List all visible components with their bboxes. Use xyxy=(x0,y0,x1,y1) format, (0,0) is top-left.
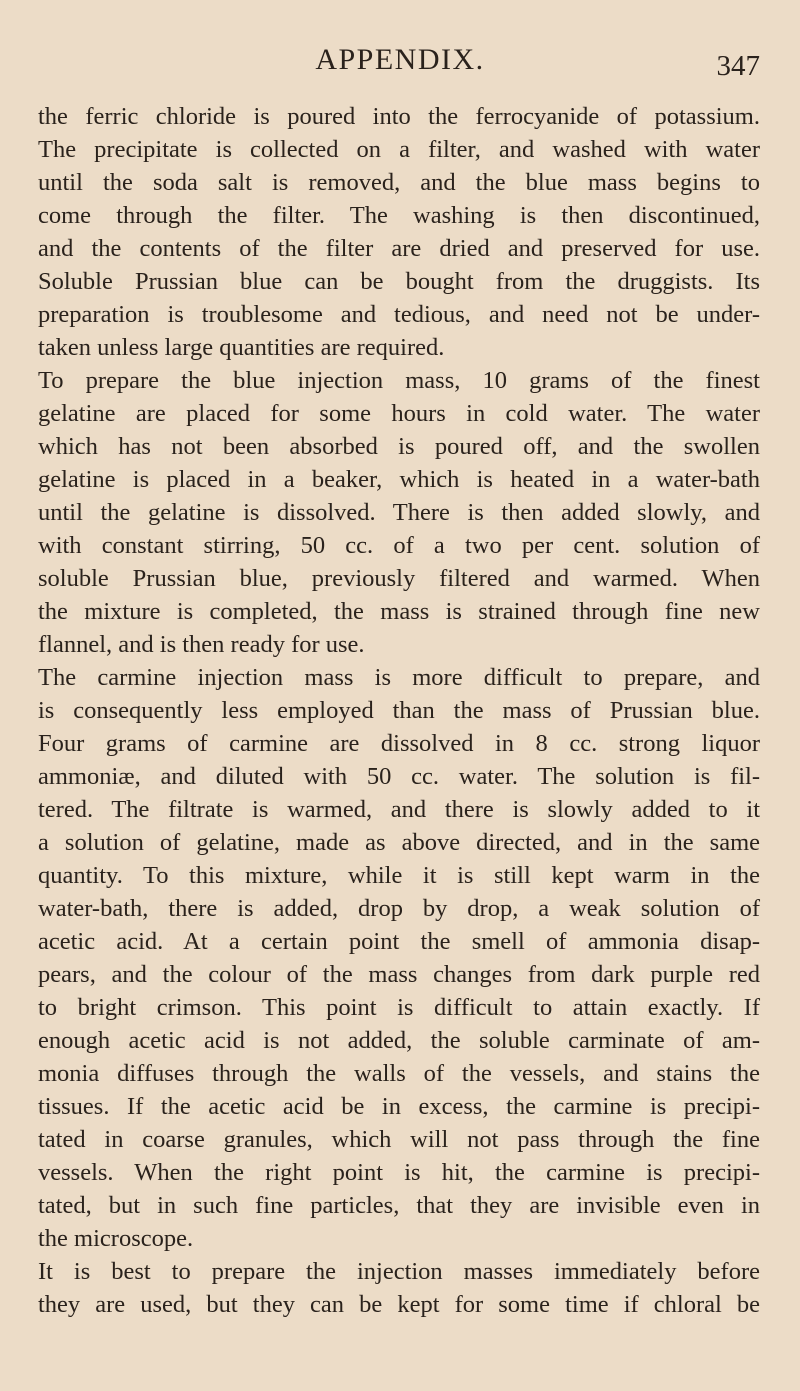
text-line: is consequently less employed than the mass of Prussian blue. xyxy=(38,697,760,724)
text-line: and the contents of the filter are dried and preserved for use. xyxy=(38,235,760,262)
text-line: The carmine injection mass is more difficult to prepare, and xyxy=(38,664,760,691)
text-line: enough acetic acid is not added, the soluble carminate of am- xyxy=(38,1027,760,1054)
text-line: It is best to prepare the injection masses immediately before xyxy=(38,1258,760,1285)
text-line: tated, but in such fine particles, that they are invisible even in xyxy=(38,1192,760,1219)
text-line: tered. The filtrate is warmed, and there is slowly added to it xyxy=(38,796,760,823)
text-line: acetic acid. At a certain point the smell of ammonia disap- xyxy=(38,928,760,955)
text-line: with constant stirring, 50 cc. of a two per cent. solution of xyxy=(38,532,760,559)
text-line: the mixture is completed, the mass is strained through fine new xyxy=(38,598,760,625)
text-line: come through the filter. The washing is then discontinued, xyxy=(38,202,760,229)
text-line: until the gelatine is dissolved. There is then added slowly, and xyxy=(38,499,760,526)
text-line: tissues. If the acetic acid be in excess, the carmine is precipi- xyxy=(38,1093,760,1120)
text-line: they are used, but they can be kept for some time if chloral be xyxy=(38,1291,760,1318)
text-line: the microscope. xyxy=(38,1225,194,1252)
text-line: quantity. To this mixture, while it is still kept warm in the xyxy=(38,862,760,889)
text-line: gelatine are placed for some hours in cold water. The water xyxy=(38,400,760,427)
text-line: Soluble Prussian blue can be bought from the druggists. Its xyxy=(38,268,760,295)
text-line: pears, and the colour of the mass changes from dark purple red xyxy=(38,961,760,988)
text-line: water-bath, there is added, drop by drop, a weak solution of xyxy=(38,895,760,922)
text-line: tated in coarse granules, which will not pass through the fine xyxy=(38,1126,760,1153)
text-line: a solution of gelatine, made as above directed, and in the same xyxy=(38,829,760,856)
text-line: taken unless large quantities are required. xyxy=(38,334,445,361)
page-number: 347 xyxy=(716,50,760,82)
text-line: The precipitate is collected on a filter, and washed with water xyxy=(38,136,760,163)
text-line: to bright crimson. This point is difficult to attain exactly. If xyxy=(38,994,760,1021)
text-line: monia diffuses through the walls of the vessels, and stains the xyxy=(38,1060,760,1087)
text-line: until the soda salt is removed, and the blue mass begins to xyxy=(38,169,760,196)
body-text xyxy=(38,100,760,1321)
text-line: gelatine is placed in a beaker, which is heated in a water-bath xyxy=(38,466,760,493)
text-line: soluble Prussian blue, previously filtered and warmed. When xyxy=(38,565,760,592)
text-line: preparation is troublesome and tedious, and need not be under- xyxy=(38,301,760,328)
text-line: ammoniæ, and diluted with 50 cc. water. The solution is fil- xyxy=(38,763,760,790)
text-line: the ferric chloride is poured into the ferrocyanide of potassium. xyxy=(38,103,760,130)
text-line: flannel, and is then ready for use. xyxy=(38,631,365,658)
text-line: which has not been absorbed is poured off, and the swollen xyxy=(38,433,760,460)
text-line: Four grams of carmine are dissolved in 8 cc. strong liquor xyxy=(38,730,760,757)
running-head-title: APPENDIX. xyxy=(315,43,485,76)
running-head xyxy=(0,40,800,80)
text-line: vessels. When the right point is hit, the carmine is precipi- xyxy=(38,1159,760,1186)
text-line: To prepare the blue injection mass, 10 grams of the finest xyxy=(38,367,760,394)
